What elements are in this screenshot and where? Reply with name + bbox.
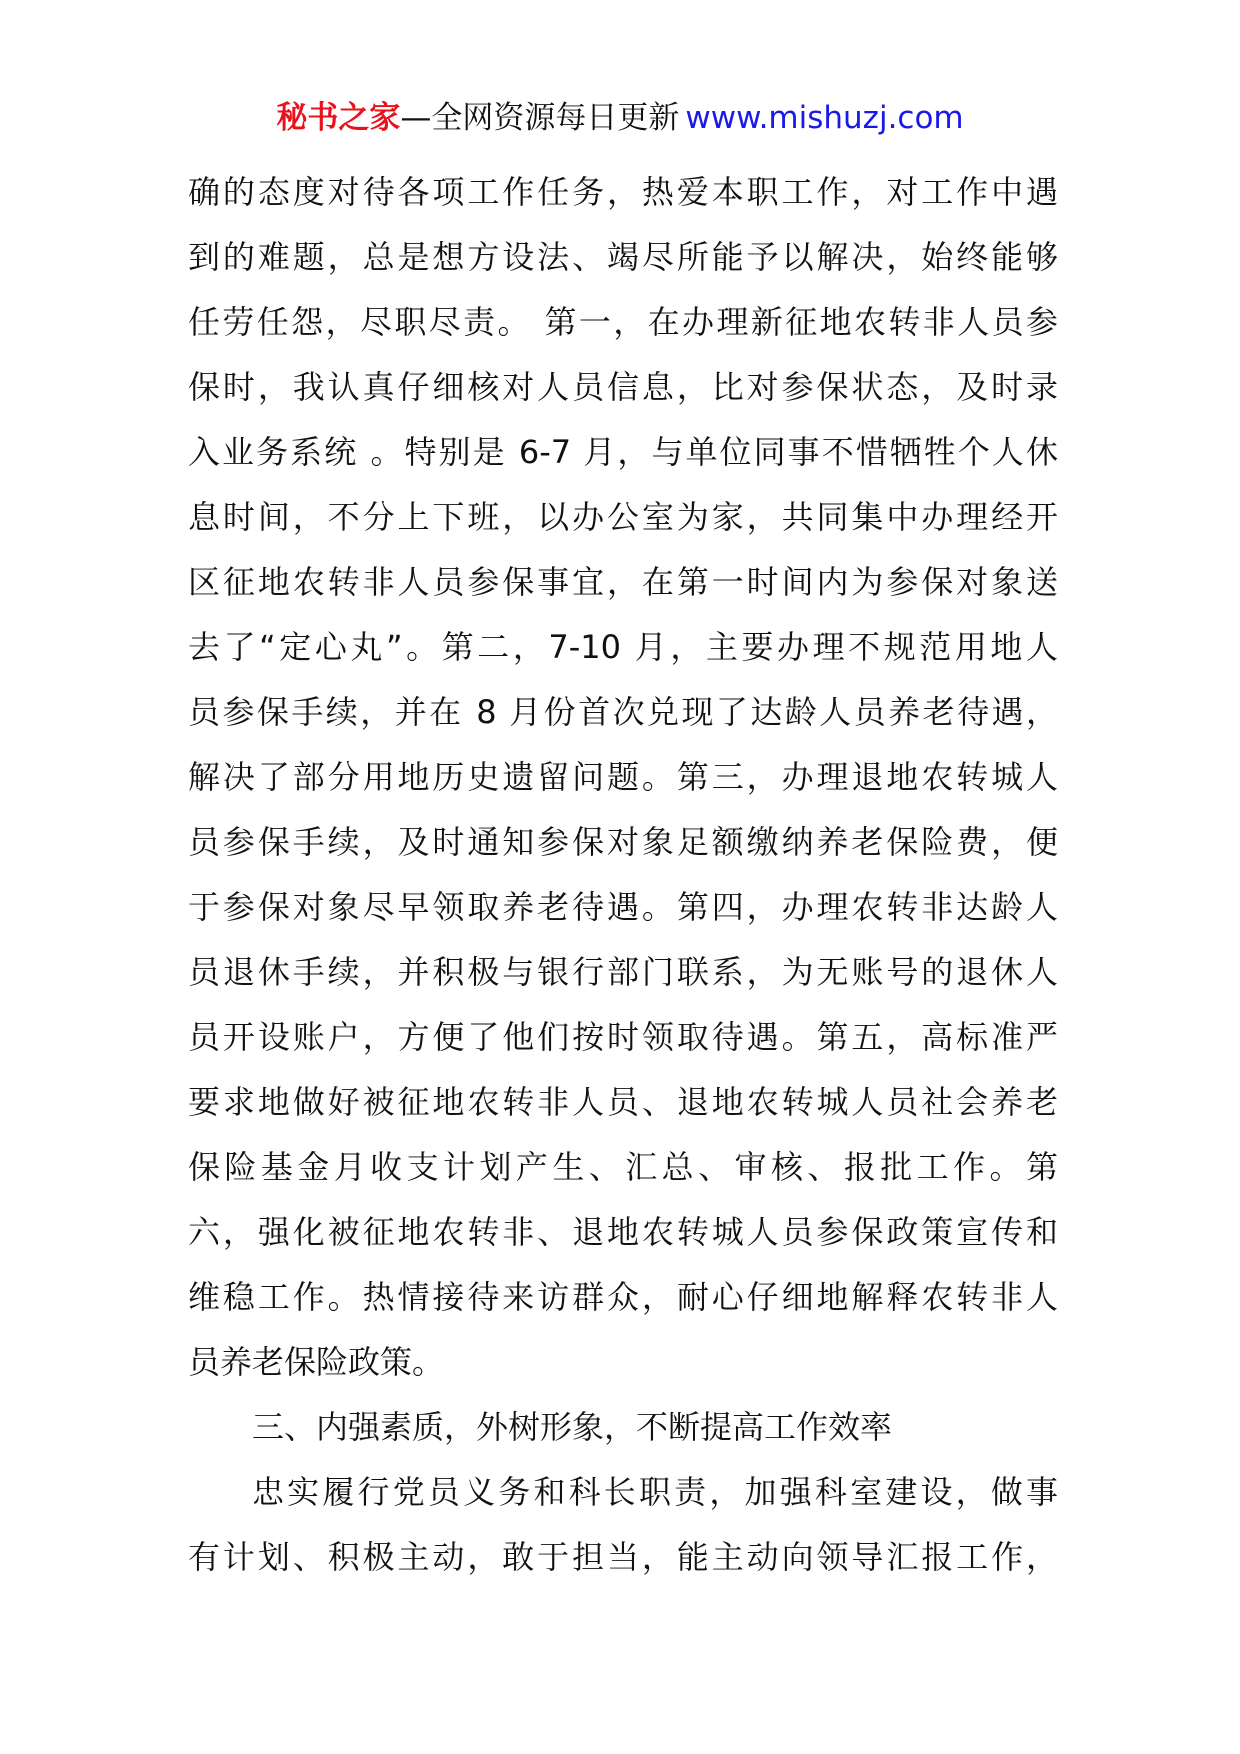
header-slogan: —全网资源每日更新	[400, 100, 680, 136]
text-line: 员退休手续，并积极与银行部门联系，为无账号的退休人	[188, 953, 1058, 991]
section-heading: 三、内强素质，外树形象，不断提高工作效率	[252, 1408, 893, 1446]
text-line: 区征地农转非人员参保事宜，在第一时间内为参保对象送	[188, 563, 1058, 601]
text-line: 任劳任怨，尽职尽责。 第一，在办理新征地农转非人员参	[188, 303, 1058, 341]
text-line: 保时，我认真仔细核对人员信息，比对参保状态，及时录	[188, 368, 1058, 406]
text-line: 确的态度对待各项工作任务，热爱本职工作，对工作中遇	[188, 173, 1058, 211]
text-line: 入业务系统 。特别是 6-7 月，与单位同事不惜牺牲个人休	[188, 433, 1058, 471]
text-line: 六，强化被征地农转非、退地农转城人员参保政策宣传和	[188, 1213, 1058, 1251]
text-line: 于参保对象尽早领取养老待遇。第四，办理农转非达龄人	[188, 888, 1058, 926]
text-line: 员开设账户，方便了他们按时领取待遇。第五，高标准严	[188, 1018, 1058, 1056]
text-line: 员参保手续，及时通知参保对象足额缴纳养老保险费，便	[188, 823, 1058, 861]
header-url[interactable]: www.mishuzj.com	[685, 100, 964, 136]
site-header	[0, 98, 1240, 138]
text-line: 员养老保险政策。	[188, 1343, 445, 1381]
text-line: 员参保手续，并在 8 月份首次兑现了达龄人员养老待遇，	[188, 693, 1058, 731]
text-line: 有计划、积极主动，敢于担当，能主动向领导汇报工作，	[188, 1538, 1058, 1576]
text-line: 忠实履行党员义务和科长职责，加强科室建设，做事	[252, 1473, 1058, 1511]
text-line: 息时间，不分上下班，以办公室为家，共同集中办理经开	[188, 498, 1058, 536]
document-body	[188, 160, 1058, 1590]
text-line: 维稳工作。热情接待来访群众，耐心仔细地解释农转非人	[188, 1278, 1058, 1316]
text-line: 解决了部分用地历史遗留问题。第三，办理退地农转城人	[188, 758, 1058, 796]
text-line: 要求地做好被征地农转非人员、退地农转城人员社会养老	[188, 1083, 1058, 1121]
text-line: 到的难题，总是想方设法、竭尽所能予以解决，始终能够	[188, 238, 1058, 276]
text-line: 去了“定心丸”。第二，7-10 月，主要办理不规范用地人	[188, 628, 1058, 666]
text-line: 保险基金月收支计划产生、汇总、审核、报批工作。第	[188, 1148, 1058, 1186]
brand-name: 秘书之家	[276, 100, 401, 136]
